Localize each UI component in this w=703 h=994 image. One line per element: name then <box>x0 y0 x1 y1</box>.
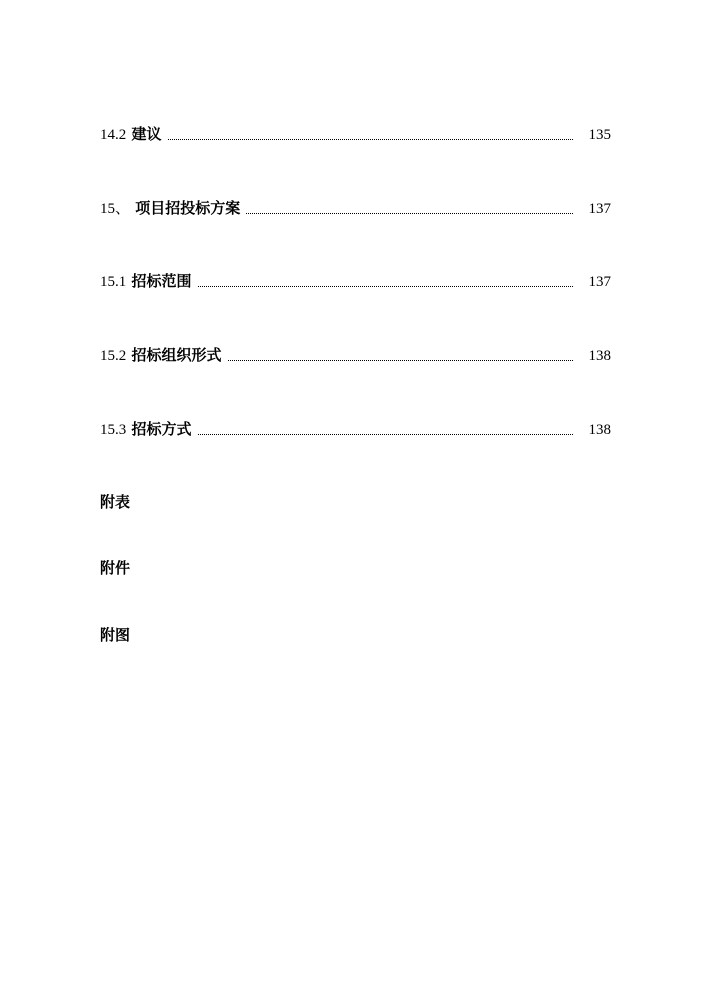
toc-entry-title <box>100 345 222 366</box>
toc-entry[interactable] <box>100 271 611 291</box>
toc-entry-number: 15.3 <box>100 422 127 438</box>
toc-entry-text: 招标方式 <box>131 420 192 438</box>
toc-entry-title <box>100 124 162 145</box>
toc-page-number: 138 <box>588 348 611 364</box>
toc-entry-text: 建议 <box>131 125 162 143</box>
toc-entry-text: 招标组织形式 <box>131 346 222 364</box>
appendix-figures[interactable]: 附图 <box>100 626 131 644</box>
toc-entry-text: 项目招投标方案 <box>135 199 241 217</box>
toc-dot-leader <box>246 213 573 214</box>
toc-page-number: 138 <box>588 422 611 438</box>
toc-entry-text: 招标范围 <box>131 272 192 290</box>
appendix-attachments[interactable]: 附件 <box>100 559 131 577</box>
toc-entry[interactable] <box>100 419 611 439</box>
toc-dot-leader <box>168 139 574 140</box>
toc-entry-number: 15、 <box>100 201 131 217</box>
toc-page-number: 135 <box>588 127 611 143</box>
toc-entry-title <box>100 198 240 219</box>
toc-entry-title <box>100 419 192 440</box>
toc-page-number: 137 <box>588 274 611 290</box>
toc-dot-leader <box>198 434 574 435</box>
toc-entry-title <box>100 271 192 292</box>
toc-entry[interactable] <box>100 198 611 218</box>
toc-entry-number: 14.2 <box>100 127 127 143</box>
toc-entry-number: 15.2 <box>100 348 127 364</box>
toc-entry[interactable] <box>100 124 611 144</box>
toc-page-number: 137 <box>588 201 611 217</box>
toc-entry[interactable] <box>100 345 611 365</box>
toc-dot-leader <box>228 360 574 361</box>
toc-dot-leader <box>198 286 574 287</box>
appendix-tables[interactable]: 附表 <box>100 493 131 511</box>
toc-entry-number: 15.1 <box>100 274 127 290</box>
